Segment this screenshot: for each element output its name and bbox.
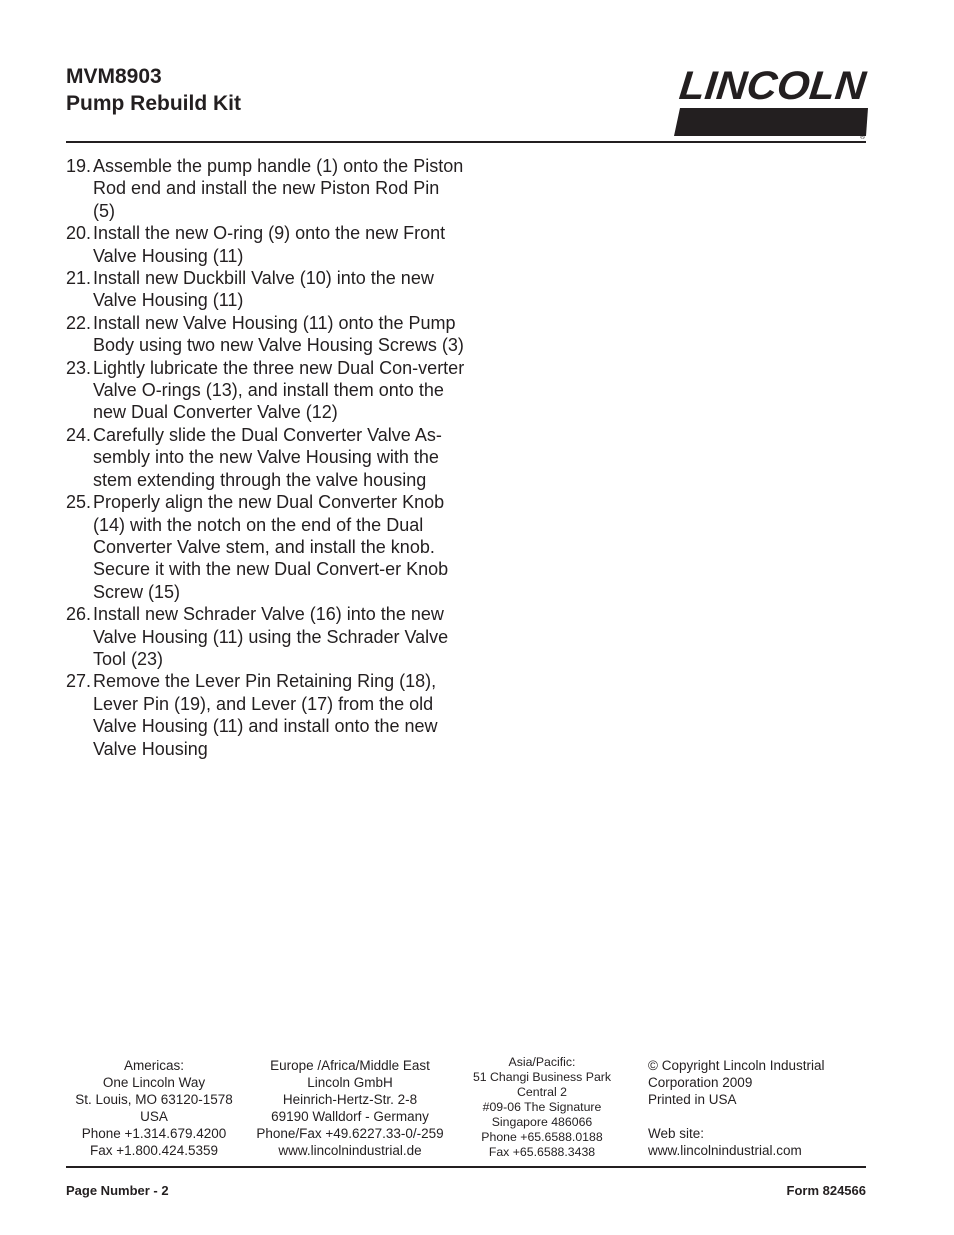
- document-title: [66, 63, 241, 117]
- lincoln-logo: [672, 62, 868, 140]
- step-item: 22. Install new Valve Housing (11) onto the Pump Body using two new Valve Housing Screws (3): [66, 312, 464, 356]
- form-number: Form 824566: [786, 1183, 866, 1198]
- step-item: 21. Install new Duckbill Valve (10) into the new Valve Housing (11): [66, 268, 434, 311]
- step-text: Install new Duckbill Valve (10) into the new Valve Housing (11): [93, 268, 434, 311]
- header-rule: [66, 141, 866, 143]
- step-text: Properly align the new Dual Converter Knob (14) with the notch on the end of the Dual Converter Valve stem, and install the knob. Secure it with the new Dual Convert-er Knob Screw (15): [93, 492, 449, 602]
- logo-wordmark: LINCOLN: [677, 64, 860, 108]
- website-link: www.lincolnindustrial.com: [648, 1143, 802, 1158]
- step-text: Remove the Lever Pin Retaining Ring (18), Lever Pin (19), and Lever (17) from the old Valve Housing (11) and install onto the new Valve Housing: [93, 671, 438, 759]
- step-text: Carefully slide the Dual Converter Valve As-sembly into the new Valve Housing with the stem extending through the valve housing: [93, 424, 442, 490]
- footer-americas-address: Americas: One Lincoln Way St. Louis, MO 63120-1578 USA Phone +1.314.679.4200 Fax +1.800.424.5359: [75, 1058, 233, 1158]
- step-item: 20. Install the new O-ring (9) onto the new Front Valve Housing (11): [66, 223, 446, 266]
- step-item: 23. Lightly lubricate the three new Dual Con-verter Valve O-rings (13), and install them onto the new Dual Converter Valve (12): [66, 357, 465, 423]
- step-item: 27. Remove the Lever Pin Retaining Ring (18), Lever Pin (19), and Lever (17) from the old Valve Housing (11) and install onto the new Valve Housing: [66, 671, 438, 759]
- step-item: 19. Assemble the pump handle (1) onto the Piston Rod end and install the new Piston Rod Pin (5): [66, 156, 464, 221]
- instruction-steps: [66, 155, 466, 760]
- step-item: 25. Properly align the new Dual Converter Knob (14) with the notch on the end of the Dual Converter Valve stem, and install the knob. Secure it with the new Dual Convert-er Knob Screw (15): [66, 492, 449, 602]
- step-text: Assemble the pump handle (1) onto the Piston Rod end and install the new Piston Rod Pin (5): [93, 156, 464, 221]
- step-text: Install the new O-ring (9) onto the new Front Valve Housing (11): [93, 223, 446, 266]
- logo-bar: [674, 108, 868, 136]
- footer-rule: [66, 1166, 866, 1168]
- step-text: Lightly lubricate the three new Dual Con-verter Valve O-rings (13), and install them onto the new Dual Converter Valve (12): [93, 357, 465, 423]
- step-text: Install new Valve Housing (11) onto the Pump Body using two new Valve Housing Screws (3): [93, 312, 464, 356]
- website-label: Web site:: [648, 1126, 705, 1141]
- step-text: Install new Schrader Valve (16) into the new Valve Housing (11) using the Schrader Valve Tool (23): [93, 604, 449, 669]
- step-item: 26. Install new Schrader Valve (16) into the new Valve Housing (11) using the Schrader Valve Tool (23): [66, 604, 449, 669]
- footer-asia-address: Asia/Pacific: 51 Changi Business Park Central 2 #09-06 The Signature Singapore 486066 Phone +65.6588.0188 Fax +65.6588.3438: [472, 1055, 612, 1159]
- page-number: Page Number - 2: [66, 1183, 169, 1198]
- kit-title: Pump Rebuild Kit: [66, 92, 241, 115]
- logo-registered-mark: ®: [860, 134, 866, 140]
- footer-europe-address: Europe /Africa/Middle East Lincoln GmbH Heinrich-Hertz-Str. 2-8 69190 Walldorf - Germany Phone/Fax +49.6227.33-0/-259 www.lincolnindustrial.de: [256, 1058, 444, 1158]
- step-item: 24. Carefully slide the Dual Converter Valve As-sembly into the new Valve Housing with the stem extending through the valve housing: [66, 424, 442, 490]
- footer-copyright: © Copyright Lincoln Industrial Corporation 2009 Printed in USA Web site: www.lincolnindustrial.com: [648, 1057, 863, 1159]
- model-number: MVM8903: [66, 65, 162, 88]
